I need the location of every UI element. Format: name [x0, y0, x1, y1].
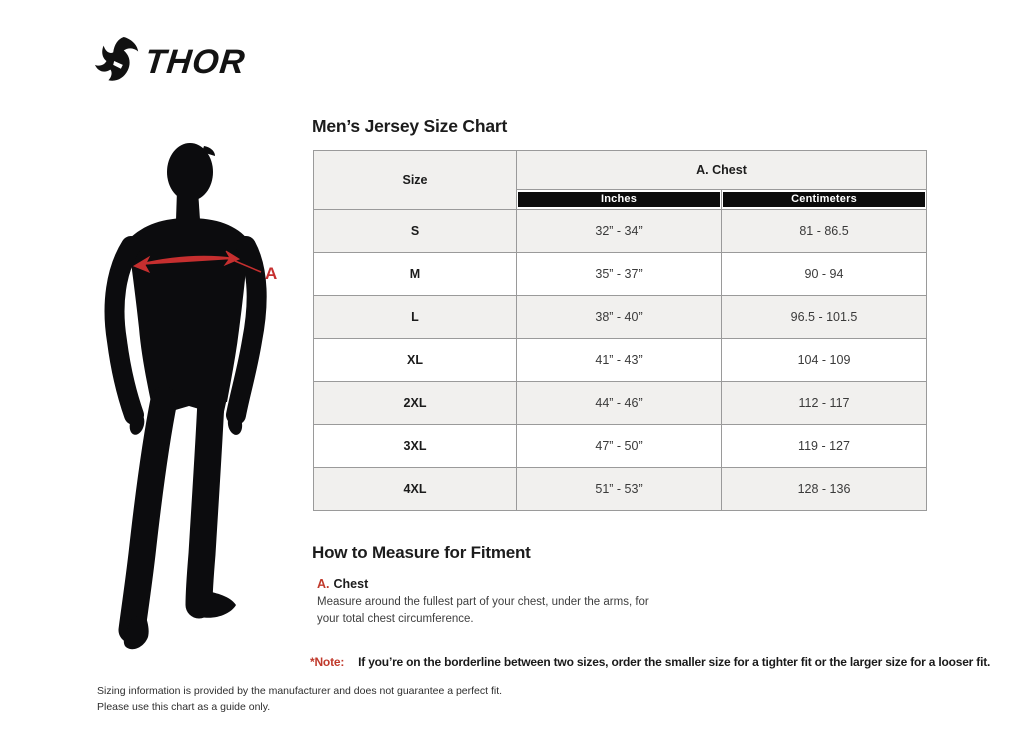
- size-cell: 4XL: [314, 468, 517, 511]
- inches-cell: 32” - 34”: [517, 210, 722, 253]
- centimeters-cell: 112 - 117: [722, 382, 927, 425]
- size-cell: L: [314, 296, 517, 339]
- table-row-xl: [314, 339, 927, 382]
- centimeters-cell: 81 - 86.5: [722, 210, 927, 253]
- size-cell: 2XL: [314, 382, 517, 425]
- measure-item-chest: [317, 577, 732, 627]
- size-cell: S: [314, 210, 517, 253]
- inches-cell: 47” - 50”: [517, 425, 722, 468]
- how-to-measure-section: [312, 543, 732, 627]
- column-group-header-chest: A. Chest: [517, 151, 927, 190]
- sizing-note: [310, 655, 990, 669]
- inches-cell: 41” - 43”: [517, 339, 722, 382]
- disclaimer-line-2: Please use this chart as a guide only.: [97, 701, 271, 714]
- inches-cell: 35” - 37”: [517, 253, 722, 296]
- size-cell: 3XL: [314, 425, 517, 468]
- subheader-inches-cell: [517, 190, 722, 210]
- centimeters-cell: 90 - 94: [722, 253, 927, 296]
- measure-item-key: A.: [317, 577, 330, 591]
- disclaimer-line-1: Sizing information is provided by the manufacturer and does not guarantee a perfect fit.: [97, 685, 503, 697]
- chest-measure-letter: A: [265, 264, 278, 283]
- table-row-s: [314, 210, 927, 253]
- table-row-3xl: [314, 425, 927, 468]
- inches-cell: 44” - 46”: [517, 382, 722, 425]
- centimeters-cell: 104 - 109: [722, 339, 927, 382]
- column-header-size: Size: [314, 151, 517, 210]
- note-prefix: *Note:: [310, 655, 345, 669]
- table-row-4xl: [314, 468, 927, 511]
- size-cell: XL: [314, 339, 517, 382]
- table-row-2xl: [314, 382, 927, 425]
- subheader-inches: Inches: [518, 192, 720, 207]
- page-title: Men’s Jersey Size Chart: [312, 116, 508, 136]
- centimeters-cell: 119 - 127: [722, 425, 927, 468]
- size-cell: M: [314, 253, 517, 296]
- inches-cell: 51” - 53”: [517, 468, 722, 511]
- centimeters-cell: 128 - 136: [722, 468, 927, 511]
- table-row-m: [314, 253, 927, 296]
- measure-item-name: Chest: [333, 577, 369, 591]
- subheader-centimeters: Centimeters: [723, 192, 925, 207]
- measure-item-description: Measure around the fullest part of your chest, under the arms, for your total chest circumference.: [317, 596, 649, 625]
- disclaimer: [97, 683, 502, 716]
- subheader-centimeters-cell: [722, 190, 927, 210]
- table-row-l: [314, 296, 927, 339]
- size-chart-table: [313, 150, 927, 511]
- how-to-measure-title: How to Measure for Fitment: [312, 543, 531, 562]
- inches-cell: 38” - 40”: [517, 296, 722, 339]
- note-text: If you’re on the borderline between two sizes, order the smaller size for a tighter fit or the larger size for a looser fit.: [358, 655, 991, 669]
- brand-logo-wordmark: THOR: [143, 43, 248, 81]
- male-silhouette-icon: [115, 143, 257, 649]
- brand-logo: [94, 36, 248, 88]
- measure-item-heading: [317, 577, 732, 591]
- thor-goat-head-icon: [94, 36, 142, 88]
- centimeters-cell: 96.5 - 101.5: [722, 296, 927, 339]
- measurement-figure: [88, 128, 313, 673]
